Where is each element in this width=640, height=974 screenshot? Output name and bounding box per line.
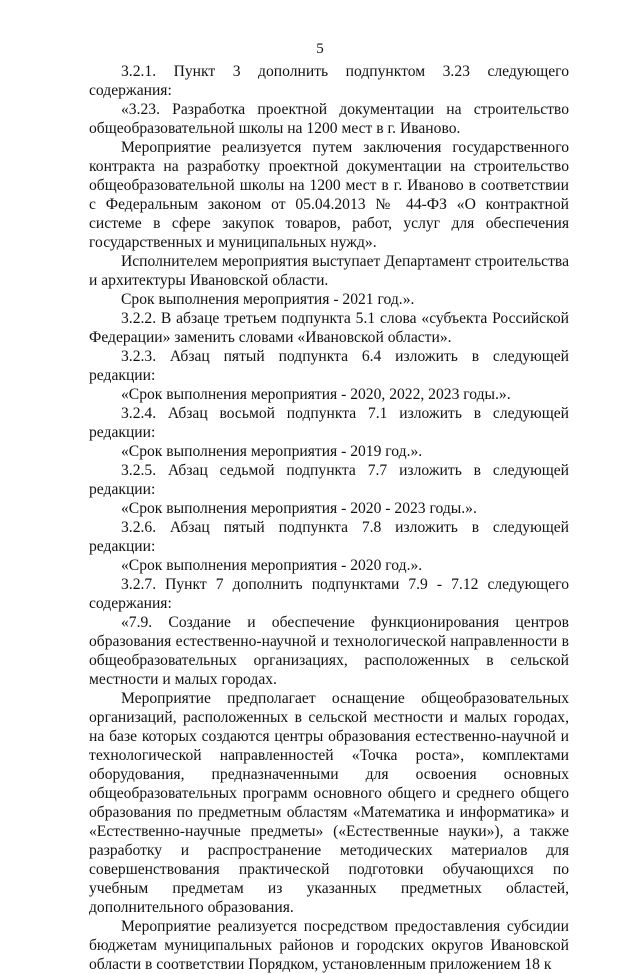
paragraph-7-9-title: «7.9. Создание и обеспечение функционирования центров образования естественно-научной и технологической направленности в общеобразовательных организациях, расположенных в сельской местности и малых городах. <box>89 614 569 688</box>
paragraph-3-23-deadline: Срок выполнения мероприятия - 2021 год.». <box>121 291 415 308</box>
paragraph-3-23-title: «3.23. Разработка проектной документации на строительство общеобразовательной школы на 1200 мест в г. Иваново. <box>89 101 569 137</box>
paragraph-3-2-6-deadline: «Срок выполнения мероприятия - 2020 год.». <box>121 557 423 574</box>
paragraph-3-2-4-deadline: «Срок выполнения мероприятия - 2019 год.». <box>121 443 423 460</box>
paragraph-3-23-executor: Исполнителем мероприятия выступает Департамент строительства и архитектуры Ивановской области. <box>89 253 569 289</box>
paragraph-3-2-5-deadline: «Срок выполнения мероприятия - 2020 - 2023 годы.». <box>121 500 477 517</box>
document-body <box>89 62 569 974</box>
paragraph-3-2-5: 3.2.5. Абзац седьмой подпункта 7.7 изложить в следующей редакции: <box>89 462 569 498</box>
paragraph-3-2-6: 3.2.6. Абзац пятый подпункта 7.8 изложить в следующей редакции: <box>89 519 569 555</box>
paragraph-3-2-3-deadline: «Срок выполнения мероприятия - 2020, 2022, 2023 годы.». <box>121 386 511 403</box>
paragraph-7-9-implementation: Мероприятие реализуется посредством предоставления субсидии бюджетам муниципальных районов и городских округов Ивановской области в соответствии Порядком, установленным приложением 18 к <box>89 918 569 973</box>
paragraph-3-2-7: 3.2.7. Пункт 7 дополнить подпунктами 7.9 - 7.12 следующего содержания: <box>89 576 569 612</box>
page-number: 5 <box>316 41 324 57</box>
paragraph-3-2-2: 3.2.2. В абзаце третьем подпункта 5.1 слова «субъекта Российской Федерации» заменить словами «Ивановской области». <box>89 310 569 346</box>
paragraph-3-2-3: 3.2.3. Абзац пятый подпункта 6.4 изложить в следующей редакции: <box>89 348 569 384</box>
paragraph-3-23-description: Мероприятие реализуется путем заключения государственного контракта на разработку проектной документации на строительство общеобразовательной школы на 1200 мест в г. Иваново в соответствии с Федеральным законом от 05.04.2013 № 44-ФЗ «О контрактной системе в сфере закупок товаров, работ, услуг для обеспечения государственных и муниципальных нужд». <box>89 139 569 251</box>
paragraph-3-2-4: 3.2.4. Абзац восьмой подпункта 7.1 изложить в следующей редакции: <box>89 405 569 441</box>
paragraph-3-2-1: 3.2.1. Пункт 3 дополнить подпунктом 3.23 следующего содержания: <box>89 63 569 99</box>
paragraph-7-9-description: Мероприятие предполагает оснащение общеобразовательных организаций, расположенных в сельской местности и малых городах, на базе которых создаются центры образования естественно-научной и технологической направленностей «Точка роста», комплектами оборудования, предназначенными для освоения основных общеобразовательных программ основного общего и среднего общего образования по предметным областям «Математика и информатика» и «Естественно-научные предметы» («Естественные науки»), а также разработку и распространение методических материалов для совершенствования практической подготовки обучающихся по учебным предметам из указанных предметных областей, дополнительного образования. <box>89 690 569 916</box>
